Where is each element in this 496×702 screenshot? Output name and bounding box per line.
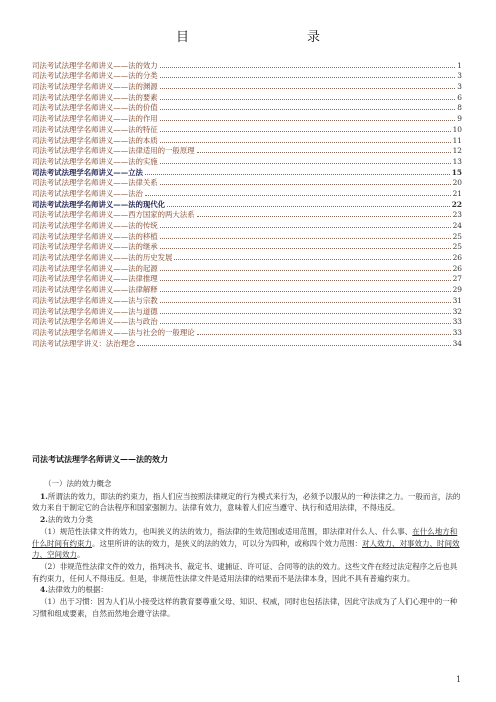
toc-entry-label: 司法考试法理学名师讲义——法与社会的一般理论	[32, 327, 195, 337]
toc-entry-label: 司法考试法理学名师讲义——法与宗教	[32, 295, 158, 305]
toc-entry-label: 司法考试法理学名师讲义——法的本质	[32, 135, 158, 145]
toc-entry[interactable]	[32, 199, 462, 210]
toc-entry-page: 23	[452, 210, 462, 220]
toc-entry[interactable]	[32, 103, 462, 114]
paragraph-5-text: 法律效力的根据：	[47, 585, 108, 595]
toc-entry[interactable]	[32, 306, 462, 317]
toc-entry-label: 司法考试法理学名师讲义——法的作用	[32, 114, 158, 124]
toc-dot-leader	[160, 322, 451, 324]
paragraph-6: （1）出于习惯：因为人们从小接受这样的教育要尊重父母、知识、权威，同时也包括法律，因此守法成为了人们心理中的一种习惯和组成要素，自然而然地会遵守法律。	[32, 597, 458, 618]
toc-dot-leader	[145, 173, 450, 175]
toc-dot-leader	[160, 130, 451, 132]
toc-entry[interactable]	[32, 60, 462, 71]
toc-entry[interactable]	[32, 327, 462, 338]
paragraph-3	[32, 526, 464, 561]
toc-entry-page: 31	[452, 295, 462, 305]
toc-entry[interactable]	[32, 252, 462, 263]
toc-dot-leader	[137, 344, 450, 346]
toc-entry-page: 6	[457, 92, 462, 102]
toc-entry[interactable]	[32, 135, 462, 146]
paragraph-3-underlined-b: 对人效力、对事效力、时间效力、空间效力	[32, 538, 460, 560]
toc-entry[interactable]	[32, 338, 462, 349]
toc-entry-label: 司法考试法理学名师讲义——法的历史发展	[32, 253, 173, 263]
toc-entry-label: 司法考试法理学名师讲义——西方国家的两大法系	[32, 210, 195, 220]
toc-entry-page: 27	[452, 274, 462, 284]
paragraph-2-number: 2.	[40, 515, 48, 525]
toc-entry-page: 3	[457, 71, 462, 81]
toc-entry[interactable]	[32, 156, 462, 167]
toc-entry[interactable]	[32, 317, 462, 328]
toc-dot-leader	[160, 183, 451, 185]
toc-entry-page: 9	[457, 114, 462, 124]
toc-entry-page: 26	[452, 263, 462, 273]
toc-dot-leader	[160, 279, 451, 281]
toc-entry-page: 13	[452, 156, 462, 166]
toc-entry-page: 24	[452, 221, 462, 230]
toc-entry[interactable]	[32, 188, 462, 199]
toc-dot-leader	[160, 247, 451, 249]
toc-entry[interactable]	[32, 113, 462, 124]
toc-dot-leader	[167, 205, 450, 207]
toc-entry[interactable]	[32, 284, 462, 295]
toc-dot-leader	[174, 258, 450, 260]
toc-entry-label: 司法考试法理学名师讲义——法的传统	[32, 221, 158, 230]
toc-dot-leader	[160, 269, 451, 271]
toc-entry[interactable]	[32, 71, 462, 82]
toc-entry[interactable]	[32, 210, 462, 221]
toc-dot-leader	[197, 215, 451, 217]
toc-entry-label: 司法考试法理学名师讲义——法律关系	[32, 178, 158, 188]
toc-entry-label: 司法考试法理学名师讲义——法与道德	[32, 306, 158, 316]
toc-entry-page: 1	[457, 60, 462, 70]
paragraph-1-text: 所谓法的效力，即法的约束力，指人们应当按照法律规定的行为模式来行为，必须予以服从的一种法律之力。一般而言，法的效力来自于制定它的合法程序和国家强制力。法律有效力，意味着人们应当遵守、执行和适用法律，不得违反。	[32, 491, 461, 513]
toc-entry-label: 司法考试法理学名师讲义——法的继承	[32, 242, 158, 252]
toc-entry-page: 12	[452, 146, 462, 156]
toc-entry-page: 33	[452, 317, 462, 327]
toc-entry-label: 司法考试法理学名师讲义——法的分类	[32, 71, 158, 81]
toc-entry-label: 司法考试法理学名师讲义——法的实施	[32, 156, 158, 166]
toc-dot-leader	[160, 226, 451, 228]
paragraph-1-number: 1.	[40, 491, 48, 501]
toc-dot-leader	[160, 108, 456, 110]
toc-entry[interactable]	[32, 274, 462, 285]
toc-entry-page: 20	[452, 178, 462, 188]
toc-entry-page: 22	[451, 199, 462, 209]
toc-entry-label: 司法考试法理学名师讲义——法的效力	[32, 60, 158, 70]
toc-entry[interactable]	[32, 124, 462, 135]
toc-dot-leader	[197, 151, 451, 153]
toc-entry[interactable]	[32, 295, 462, 306]
toc-entry-label: 司法考试法理学名师讲义——法的价值	[32, 103, 158, 113]
toc-entry-label: 司法考试法理学名师讲义——法的现代化	[32, 199, 166, 209]
toc-entry[interactable]	[32, 81, 462, 92]
page-number: 1	[456, 675, 462, 684]
toc-dot-leader	[160, 66, 456, 68]
toc-entry-page: 34	[452, 338, 462, 348]
toc-entry-page: 25	[452, 231, 462, 241]
toc-entry[interactable]	[32, 92, 462, 103]
toc-entry[interactable]	[32, 263, 462, 274]
toc-entry-page: 8	[457, 103, 462, 113]
toc-entry-label: 司法考试法理学名师讲义——立法	[32, 167, 143, 177]
paragraph-3-text-c: 。	[77, 550, 85, 560]
toc-entry-label: 司法考试法理学讲义：法治理念	[32, 338, 136, 348]
toc-entry-page: 25	[452, 242, 462, 252]
toc-entry-label: 司法考试法理学名师讲义——法的移植	[32, 231, 158, 241]
paragraph-2	[32, 514, 464, 526]
paragraph-3-underlined-a: 在什么地方和什么时间有约束力	[32, 526, 458, 548]
toc-entry-page: 11	[452, 135, 462, 145]
toc-entry-label: 司法考试法理学名师讲义——法律推理	[32, 274, 158, 284]
section-heading: 司法考试法理学名师讲义——法的效力	[32, 454, 168, 464]
toc-entry-page: 15	[451, 167, 462, 177]
toc-entry-label: 司法考试法理学名师讲义——法治	[32, 188, 143, 198]
table-of-contents	[32, 60, 462, 349]
toc-dot-leader	[160, 76, 456, 78]
toc-entry-label: 司法考试法理学名师讲义——法的要素	[32, 92, 158, 102]
toc-entry-page: 3	[457, 82, 462, 92]
toc-entry[interactable]	[32, 167, 462, 178]
paragraph-4: （2）非规范性法律文件的效力，指判决书、裁定书、逮捕证、许可证、合同等的法的效力。这些文件在经过法定程序之后也具有约束力，任何人不得违反。但是，非规范性法律文件是适用法律的结果而不是法律本身，因此不具有普遍约束力。	[32, 561, 458, 583]
toc-entry[interactable]	[32, 220, 462, 231]
toc-title: 目录	[175, 30, 438, 45]
paragraph-3-text-a: （1）规范性法律文件的效力，也叫狭义的法的效力，指法律的生效范围或适用范围，即法律对什么人、什么事、	[40, 526, 413, 536]
toc-entry[interactable]	[32, 242, 462, 253]
subsection-title: （一）法的效力概念	[44, 479, 112, 488]
toc-dot-leader	[197, 333, 451, 335]
toc-entry-page: 29	[452, 285, 462, 295]
toc-entry-label: 司法考试法理学名师讲义——法的渊源	[32, 82, 158, 92]
toc-dot-leader	[160, 301, 451, 303]
toc-entry-page: 26	[452, 253, 462, 263]
paragraph-1	[32, 491, 464, 514]
toc-entry-label: 司法考试法理学名师讲义——法与政治	[32, 317, 158, 327]
toc-entry-page: 10	[452, 124, 462, 134]
toc-entry[interactable]	[32, 231, 462, 242]
toc-dot-leader	[145, 194, 451, 196]
toc-entry-label: 司法考试法理学名师讲义——法律解释	[32, 285, 158, 295]
toc-entry-label: 司法考试法理学名师讲义——法的起源	[32, 263, 158, 273]
toc-dot-leader	[160, 312, 451, 314]
toc-entry[interactable]	[32, 146, 462, 157]
paragraph-3-text-b: 。这里所讲的法的效力，是狭义的法的效力，可以分为四种，或称四个效力范围：	[92, 538, 362, 548]
toc-dot-leader	[160, 141, 451, 143]
toc-dot-leader	[160, 87, 456, 89]
toc-dot-leader	[160, 119, 456, 121]
toc-dot-leader	[160, 98, 456, 100]
toc-entry-page: 32	[452, 306, 462, 316]
toc-entry-label: 司法考试法理学名师讲义——法律适用的一般原理	[32, 146, 195, 156]
toc-entry-label: 司法考试法理学名师讲义——法的特征	[32, 124, 158, 134]
paragraph-5	[32, 584, 464, 596]
toc-dot-leader	[160, 162, 451, 164]
paragraph-2-text: 法的效力分类	[47, 515, 93, 525]
paragraph-5-number: 4.	[40, 585, 48, 595]
toc-entry-page: 33	[452, 327, 462, 337]
toc-dot-leader	[160, 290, 451, 292]
toc-dot-leader	[160, 237, 451, 239]
toc-entry-page: 21	[452, 188, 462, 198]
toc-entry[interactable]	[32, 178, 462, 189]
section-content	[32, 478, 464, 619]
